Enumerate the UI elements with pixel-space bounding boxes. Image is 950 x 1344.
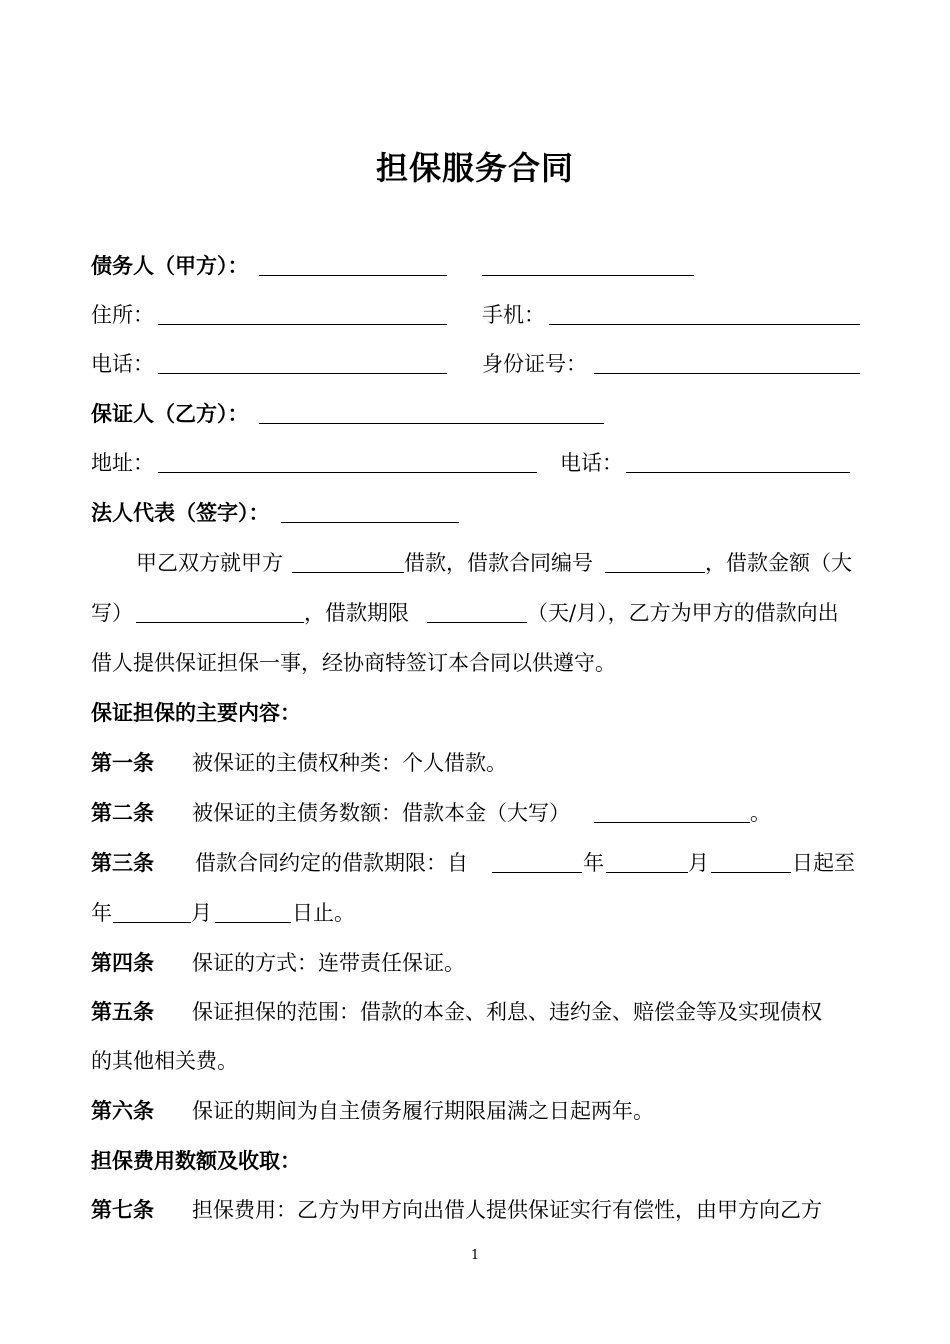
intro-text-1b: 借款，借款合同编号 [404, 551, 593, 575]
debtor-phone-line [91, 347, 861, 381]
clause-5-label: 第五条 [91, 1000, 154, 1024]
start-year-blank[interactable] [492, 872, 582, 873]
clause-6-text: 保证的期间为自主债务履行期限届满之日起两年。 [192, 1099, 654, 1123]
intro-line-2 [91, 596, 861, 630]
debtor-label: 债务人（甲方）： [91, 254, 249, 278]
clause-3 [91, 846, 861, 880]
clause-4-text: 保证的方式：连带责任保证。 [192, 951, 465, 975]
debtor-name-blank[interactable] [259, 275, 447, 276]
start-month-blank[interactable] [606, 872, 688, 873]
intro-text-2a: 写） [91, 601, 133, 625]
guarantor-address-line [91, 446, 861, 480]
loan-purpose-blank[interactable] [292, 572, 404, 573]
clause-5-text-2: 的其他相关费。 [91, 1049, 238, 1073]
guarantor-address-blank[interactable] [158, 472, 537, 473]
legal-rep-blank[interactable] [281, 522, 459, 523]
debtor-mobile-label: 手机： [482, 303, 545, 327]
page-title: 担保服务合同 [375, 149, 574, 187]
intro-text-2c: （天/月），乙方为甲方的借款向出 [527, 601, 839, 625]
clause-4-label: 第四条 [91, 951, 154, 975]
intro-line-3 [91, 646, 861, 680]
end-month-blank[interactable] [113, 922, 191, 923]
clause-3-year-2: 年 [91, 901, 112, 925]
clause-3-cont [91, 896, 861, 930]
guarantor-label: 保证人（乙方）： [91, 402, 249, 426]
intro-text-3: 借人提供保证担保一事，经协商特签订本合同以供遵守。 [91, 651, 616, 675]
clause-1-text: 被保证的主债权种类：个人借款。 [192, 751, 507, 775]
clause-1-label: 第一条 [91, 751, 154, 775]
debtor-extra-blank[interactable] [482, 275, 694, 276]
loan-term-blank[interactable] [427, 622, 527, 623]
page-number: 1 [470, 1248, 480, 1263]
guarantor-phone-blank[interactable] [626, 472, 850, 473]
section-heading-guarantee [91, 696, 861, 730]
legal-rep-label: 法人代表（签字）： [91, 501, 270, 525]
debtor-address-line [91, 298, 861, 332]
clause-3-day-to: 日起至 [792, 851, 855, 875]
debtor-address-label: 住所： [91, 303, 154, 327]
debtor-address-blank[interactable] [158, 324, 447, 325]
legal-rep-line [91, 496, 861, 530]
clause-3-month: 月 [688, 851, 709, 875]
debtor-phone-label: 电话： [91, 352, 154, 376]
clause-7-label: 第七条 [91, 1198, 154, 1222]
clause-7-text: 担保费用：乙方为甲方向出借人提供保证实行有偿性，由甲方向乙方 [192, 1198, 822, 1222]
debtor-mobile-blank[interactable] [549, 324, 860, 325]
clause-1 [91, 746, 861, 780]
debtor-id-label: 身份证号： [482, 352, 587, 376]
clause-6-label: 第六条 [91, 1099, 154, 1123]
debtor-id-blank[interactable] [594, 373, 860, 374]
guarantor-address-label: 地址： [91, 451, 154, 475]
section-heading-guarantee-text: 保证担保的主要内容： [91, 701, 301, 725]
clause-3-year: 年 [583, 851, 604, 875]
clause-5-text: 保证担保的范围：借款的本金、利息、违约金、赔偿金等及实现债权 [192, 1000, 822, 1024]
clause-7 [91, 1193, 861, 1227]
intro-line-1 [91, 546, 861, 580]
intro-text-1a: 甲乙双方就甲方 [136, 551, 283, 575]
debtor-line [91, 249, 861, 283]
contract-number-blank[interactable] [605, 572, 705, 573]
clause-5 [91, 995, 861, 1029]
section-heading-fees [91, 1144, 861, 1178]
clause-2-label: 第二条 [91, 801, 154, 825]
clause-3-end: 日止。 [292, 901, 355, 925]
clause-6 [91, 1094, 861, 1128]
principal-amount-blank[interactable] [594, 822, 750, 823]
end-day-blank[interactable] [215, 922, 291, 923]
debtor-phone-blank[interactable] [158, 373, 447, 374]
intro-text-2b: ，借款期限 [304, 601, 409, 625]
clause-5-cont [91, 1044, 861, 1078]
clause-2-end: 。 [750, 801, 771, 825]
clause-3-month-2: 月 [191, 901, 212, 925]
section-heading-fees-text: 担保费用数额及收取： [91, 1149, 301, 1173]
clause-2 [91, 796, 861, 830]
clause-3-text: 借款合同约定的借款期限：自 [195, 851, 468, 875]
clause-2-text: 被保证的主债务数额：借款本金（大写） [192, 801, 570, 825]
guarantor-name-blank[interactable] [259, 423, 604, 424]
intro-text-1c: ，借款金额（大 [705, 551, 852, 575]
clause-4 [91, 946, 861, 980]
clause-3-label: 第三条 [91, 851, 154, 875]
loan-amount-blank[interactable] [136, 622, 304, 623]
guarantor-line [91, 397, 861, 431]
start-day-blank[interactable] [711, 872, 791, 873]
guarantor-phone-label: 电话： [560, 451, 623, 475]
